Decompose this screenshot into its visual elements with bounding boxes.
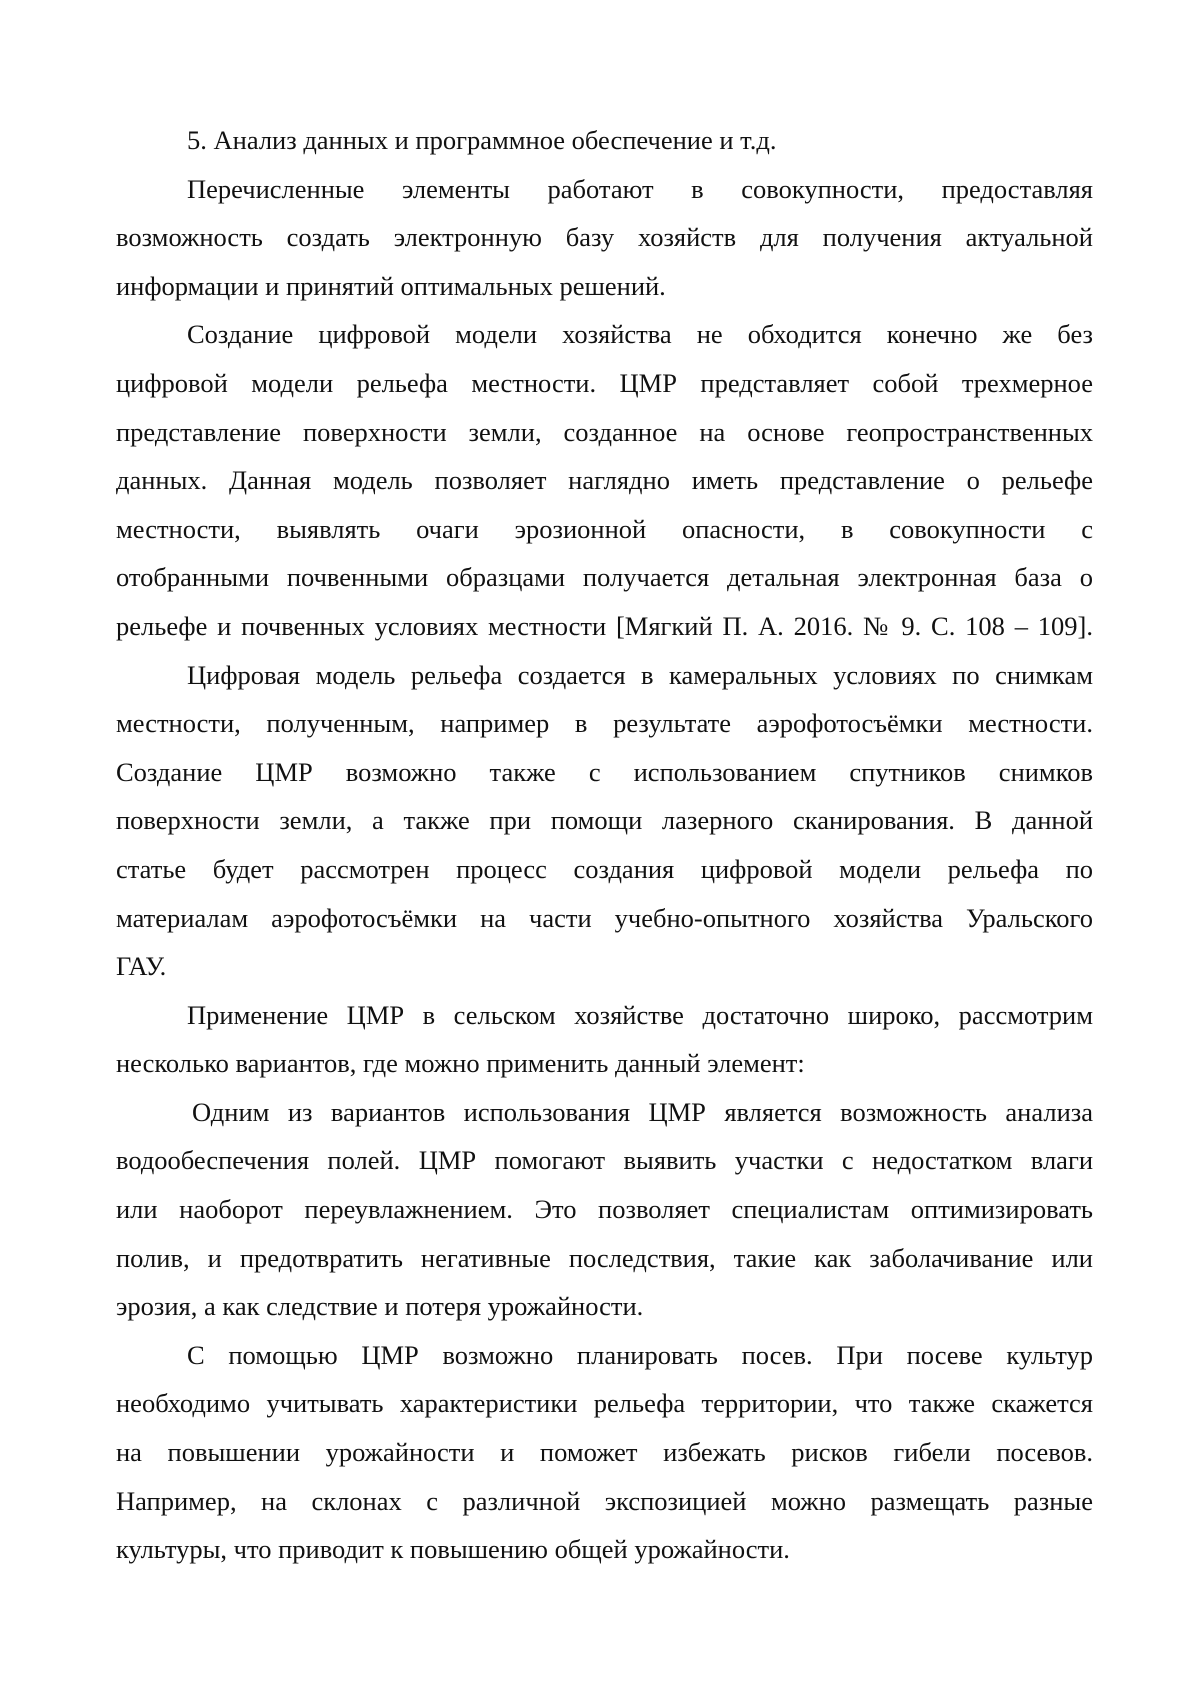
text-line: полив, и предотвратить негативные последствия, такие как заболачивание или [116, 1242, 1093, 1273]
text-line: местности, полученным, например в результате аэрофотосъёмки местности. [116, 708, 1093, 739]
paragraph-dem-applications-intro [116, 991, 1093, 1088]
text-line: поверхности земли, а также при помощи лазерного сканирования. В данной [116, 805, 1093, 836]
paragraph-list-item-5 [116, 116, 1093, 165]
text-line: возможность создать электронную базу хозяйств для получения актуальной [116, 222, 1093, 253]
text-line: водообеспечения полей. ЦМР помогают выявить участки с недостатком влаги [116, 1145, 1093, 1176]
text-line: Применение ЦМР в сельском хозяйстве достаточно широко, рассмотрим [187, 999, 1093, 1030]
text-line: данных. Данная модель позволяет наглядно иметь представление о рельефе [116, 465, 1093, 496]
text-line: необходимо учитывать характеристики рельефа территории, что также скажется [116, 1388, 1093, 1419]
text-line: 5. Анализ данных и программное обеспечение и т.д. [187, 125, 777, 155]
text-line: Перечисленные элементы работают в совокупности, предоставляя [187, 173, 1093, 204]
text-line: ГАУ. [116, 951, 167, 982]
text-line: Например, на склонах с различной экспозицией можно размещать разные [116, 1485, 1093, 1516]
text-line: или наоборот переувлажнением. Это позволяет специалистам оптимизировать [116, 1194, 1093, 1225]
text-line: статье будет рассмотрен процесс создания цифровой модели рельефа по [116, 853, 1093, 884]
text-line: на повышении урожайности и поможет избежать рисков гибели посевов. [116, 1437, 1093, 1468]
document-page [116, 116, 1093, 1574]
text-line: несколько вариантов, где можно применить данный элемент: [116, 1048, 805, 1079]
text-line-citation: рельефе и почвенных условиях местности [Мягкий П. А. 2016. № 9. С. 108 – 109]. [116, 610, 1093, 641]
text-line: культуры, что приводит к повышению общей урожайности. [116, 1534, 790, 1565]
text-line: местности, выявлять очаги эрозионной опасности, в совокупности с [116, 513, 1093, 544]
text-line: С помощью ЦМР возможно планировать посев. При посеве культур [187, 1339, 1093, 1370]
text-line: Создание цифровой модели хозяйства не обходится конечно же без [187, 319, 1093, 350]
text-line: эрозия, а как следствие и потеря урожайности. [116, 1291, 644, 1322]
paragraph-water-supply-analysis [116, 1088, 1093, 1331]
text-line: представление поверхности земли, созданное на основе геопространственных [116, 416, 1093, 447]
paragraph-elements-summary [116, 165, 1093, 311]
text-line: Цифровая модель рельефа создается в камеральных условиях по снимкам [187, 659, 1093, 690]
paragraph-dem-creation [116, 651, 1093, 991]
paragraph-dem-definition [116, 310, 1093, 650]
text-line: цифровой модели рельефа местности. ЦМР представляет собой трехмерное [116, 367, 1093, 398]
text-line: информации и принятий оптимальных решений. [116, 270, 666, 301]
text-line: отобранными почвенными образцами получается детальная электронная база о [116, 562, 1093, 593]
paragraph-sowing-planning [116, 1331, 1093, 1574]
text-line: Создание ЦМР возможно также с использованием спутников снимков [116, 756, 1093, 787]
text-line: материалам аэрофотосъёмки на части учебно-опытного хозяйства Уральского [116, 902, 1093, 933]
text-line: Одним из вариантов использования ЦМР является возможность анализа [192, 1096, 1093, 1127]
